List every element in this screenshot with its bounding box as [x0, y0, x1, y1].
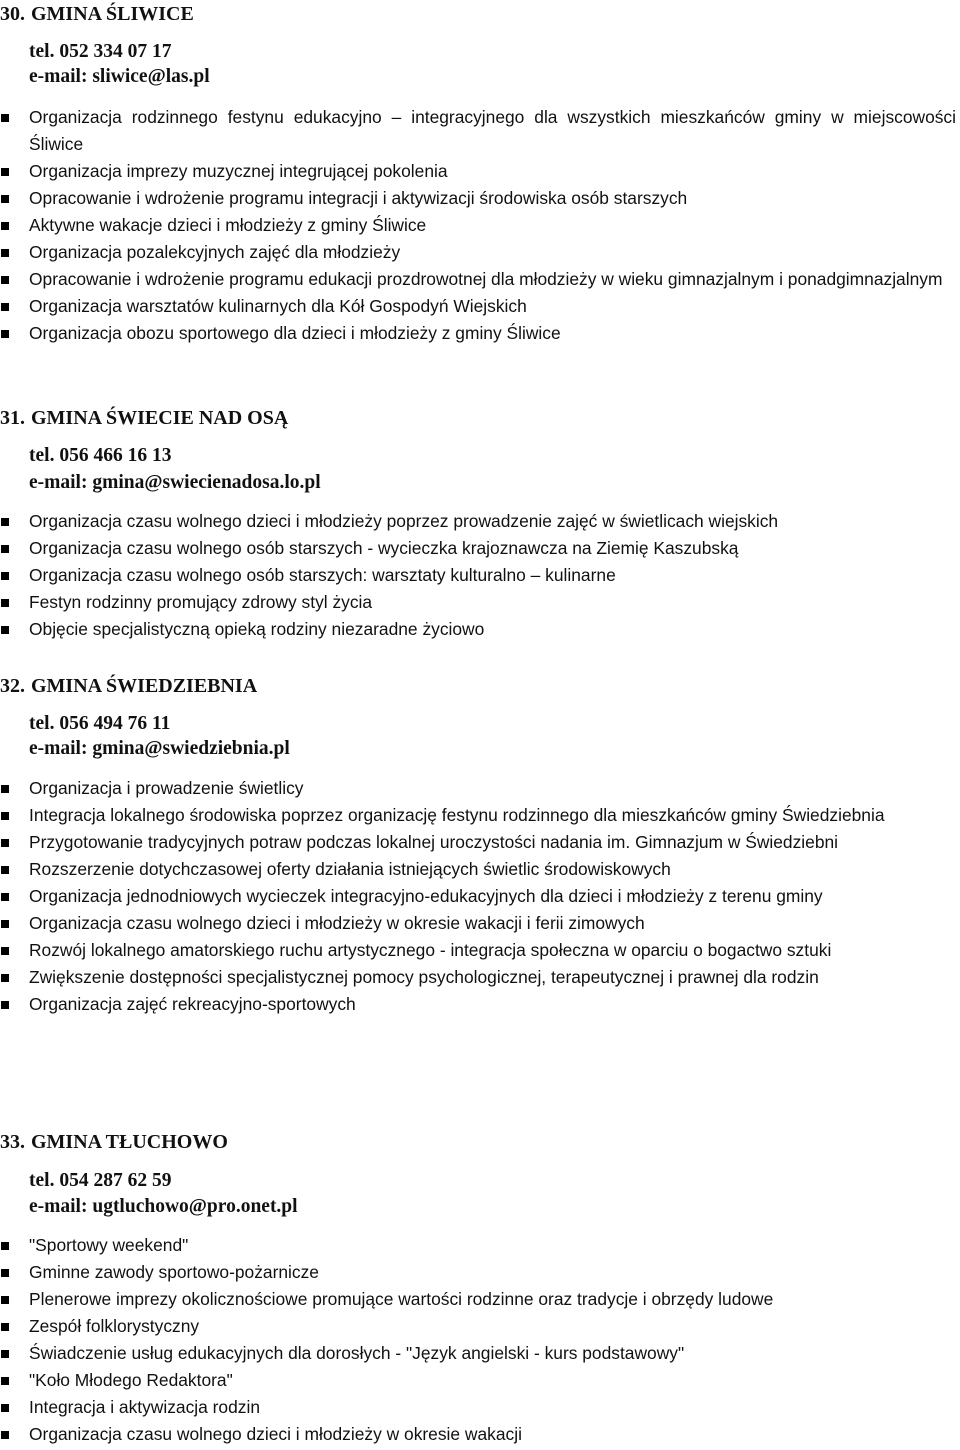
square-bullet-icon — [1, 276, 9, 284]
list-item: Opracowanie i wdrożenie programu integracji i aktywizacji środowiska osób starszych — [0, 185, 956, 212]
square-bullet-icon — [1, 518, 9, 526]
square-bullet-icon — [1, 545, 9, 553]
square-bullet-icon — [1, 222, 9, 230]
square-bullet-icon — [1, 195, 9, 203]
email-address: e-mail: gmina@swiedziebnia.pl — [29, 738, 290, 759]
square-bullet-icon — [1, 947, 9, 955]
square-bullet-icon — [1, 168, 9, 176]
list-item: "Koło Młodego Redaktora" — [0, 1367, 956, 1394]
square-bullet-icon — [1, 1350, 9, 1358]
list-item: Integracja i aktywizacja rodzin — [0, 1394, 956, 1421]
list-item: Organizacja warsztatów kulinarnych dla Kół Gospodyń Wiejskich — [0, 293, 956, 320]
square-bullet-icon — [1, 1431, 9, 1439]
square-bullet-icon — [1, 1269, 9, 1277]
phone-number: tel. 054 287 62 59 — [29, 1170, 172, 1191]
section-title: GMINA ŚWIECIE NAD OSĄ — [31, 407, 289, 429]
phone-number: tel. 056 494 76 11 — [29, 713, 171, 734]
square-bullet-icon — [1, 839, 9, 847]
activity-list — [0, 104, 960, 347]
list-item: Organizacja czasu wolnego dzieci i młodzieży w okresie wakacji — [0, 1421, 956, 1448]
list-item: Organizacja obozu sportowego dla dzieci i młodzieży z gminy Śliwice — [0, 320, 956, 347]
section-number: 31. — [0, 407, 25, 429]
section-number: 30. — [0, 3, 25, 25]
section-title: GMINA ŚWIEDZIEBNIA — [31, 675, 258, 697]
list-item: Zwiększenie dostępności specjalistycznej pomocy psychologicznej, terapeutycznej i prawnej dla rodzin — [0, 964, 956, 991]
list-item: Organizacja imprezy muzycznej integrującej pokolenia — [0, 158, 956, 185]
square-bullet-icon — [1, 249, 9, 257]
list-item: Organizacja pozalekcyjnych zajęć dla młodzieży — [0, 239, 956, 266]
list-item: Organizacja czasu wolnego osób starszych: warsztaty kulturalno – kulinarne — [0, 562, 956, 589]
activity-list — [0, 775, 960, 1018]
square-bullet-icon — [1, 1296, 9, 1304]
section-heading — [0, 1128, 228, 1156]
list-item: Zespół folklorystyczny — [0, 1313, 956, 1340]
square-bullet-icon — [1, 599, 9, 607]
list-item: Integracja lokalnego środowiska poprzez organizację festynu rodzinnego dla mieszkańców gminy Świedziebnia — [0, 802, 956, 829]
square-bullet-icon — [1, 1242, 9, 1250]
email-address: e-mail: gmina@swiecienadosa.lo.pl — [29, 472, 321, 493]
list-item: Organizacja czasu wolnego dzieci i młodzieży w okresie wakacji i ferii zimowych — [0, 910, 956, 937]
section-heading — [0, 404, 288, 432]
square-bullet-icon — [1, 303, 9, 311]
section-heading — [0, 672, 257, 700]
list-item: Organizacja zajęć rekreacyjno-sportowych — [0, 991, 956, 1018]
section-number: 32. — [0, 675, 25, 697]
list-item: Objęcie specjalistyczną opieką rodziny niezaradne życiowo — [0, 616, 956, 643]
list-item: Organizacja rodzinnego festynu edukacyjno – integracyjnego dla wszystkich mieszkańców gminy w miejscowości Śliwice — [0, 104, 956, 158]
square-bullet-icon — [1, 626, 9, 634]
list-item: "Sportowy weekend" — [0, 1232, 956, 1259]
list-item: Rozszerzenie dotychczasowej oferty działania istniejących świetlic środowiskowych — [0, 856, 956, 883]
square-bullet-icon — [1, 330, 9, 338]
square-bullet-icon — [1, 866, 9, 874]
activity-list — [0, 1232, 960, 1448]
list-item: Rozwój lokalnego amatorskiego ruchu artystycznego - integracja społeczna w oparciu o bogactwo sztuki — [0, 937, 956, 964]
email-address: e-mail: ugtluchowo@pro.onet.pl — [29, 1196, 298, 1217]
square-bullet-icon — [1, 812, 9, 820]
square-bullet-icon — [1, 1323, 9, 1331]
list-item: Świadczenie usług edukacyjnych dla dorosłych - "Język angielski - kurs podstawowy" — [0, 1340, 956, 1367]
list-item: Przygotowanie tradycyjnych potraw podczas lokalnej uroczystości nadania im. Gimnazjum w Świedziebni — [0, 829, 956, 856]
list-item: Organizacja i prowadzenie świetlicy — [0, 775, 956, 802]
list-item: Organizacja jednodniowych wycieczek integracyjno-edukacyjnych dla dzieci i młodzieży z terenu gminy — [0, 883, 956, 910]
list-item: Aktywne wakacje dzieci i młodzieży z gminy Śliwice — [0, 212, 956, 239]
section-number: 33. — [0, 1131, 25, 1153]
list-item: Plenerowe imprezy okolicznościowe promujące wartości rodzinne oraz tradycje i obrzędy ludowe — [0, 1286, 956, 1313]
list-item: Festyn rodzinny promujący zdrowy styl życia — [0, 589, 956, 616]
square-bullet-icon — [1, 1377, 9, 1385]
phone-number: tel. 056 466 16 13 — [29, 445, 172, 466]
list-item: Organizacja czasu wolnego dzieci i młodzieży poprzez prowadzenie zajęć w świetlicach wiejskich — [0, 508, 956, 535]
square-bullet-icon — [1, 785, 9, 793]
square-bullet-icon — [1, 1001, 9, 1009]
square-bullet-icon — [1, 114, 9, 122]
phone-number: tel. 052 334 07 17 — [29, 41, 172, 62]
square-bullet-icon — [1, 1404, 9, 1412]
square-bullet-icon — [1, 974, 9, 982]
section-heading — [0, 0, 194, 28]
square-bullet-icon — [1, 572, 9, 580]
list-item: Organizacja czasu wolnego osób starszych - wycieczka krajoznawcza na Ziemię Kaszubską — [0, 535, 956, 562]
section-title: GMINA ŚLIWICE — [31, 3, 194, 25]
section-title: GMINA TŁUCHOWO — [31, 1131, 228, 1153]
email-address: e-mail: sliwice@las.pl — [29, 66, 210, 87]
square-bullet-icon — [1, 893, 9, 901]
list-item: Opracowanie i wdrożenie programu edukacji prozdrowotnej dla młodzieży w wieku gimnazjalnym i ponadgimnazjalnym — [0, 266, 956, 293]
activity-list — [0, 508, 960, 643]
list-item: Gminne zawody sportowo-pożarnicze — [0, 1259, 956, 1286]
square-bullet-icon — [1, 920, 9, 928]
